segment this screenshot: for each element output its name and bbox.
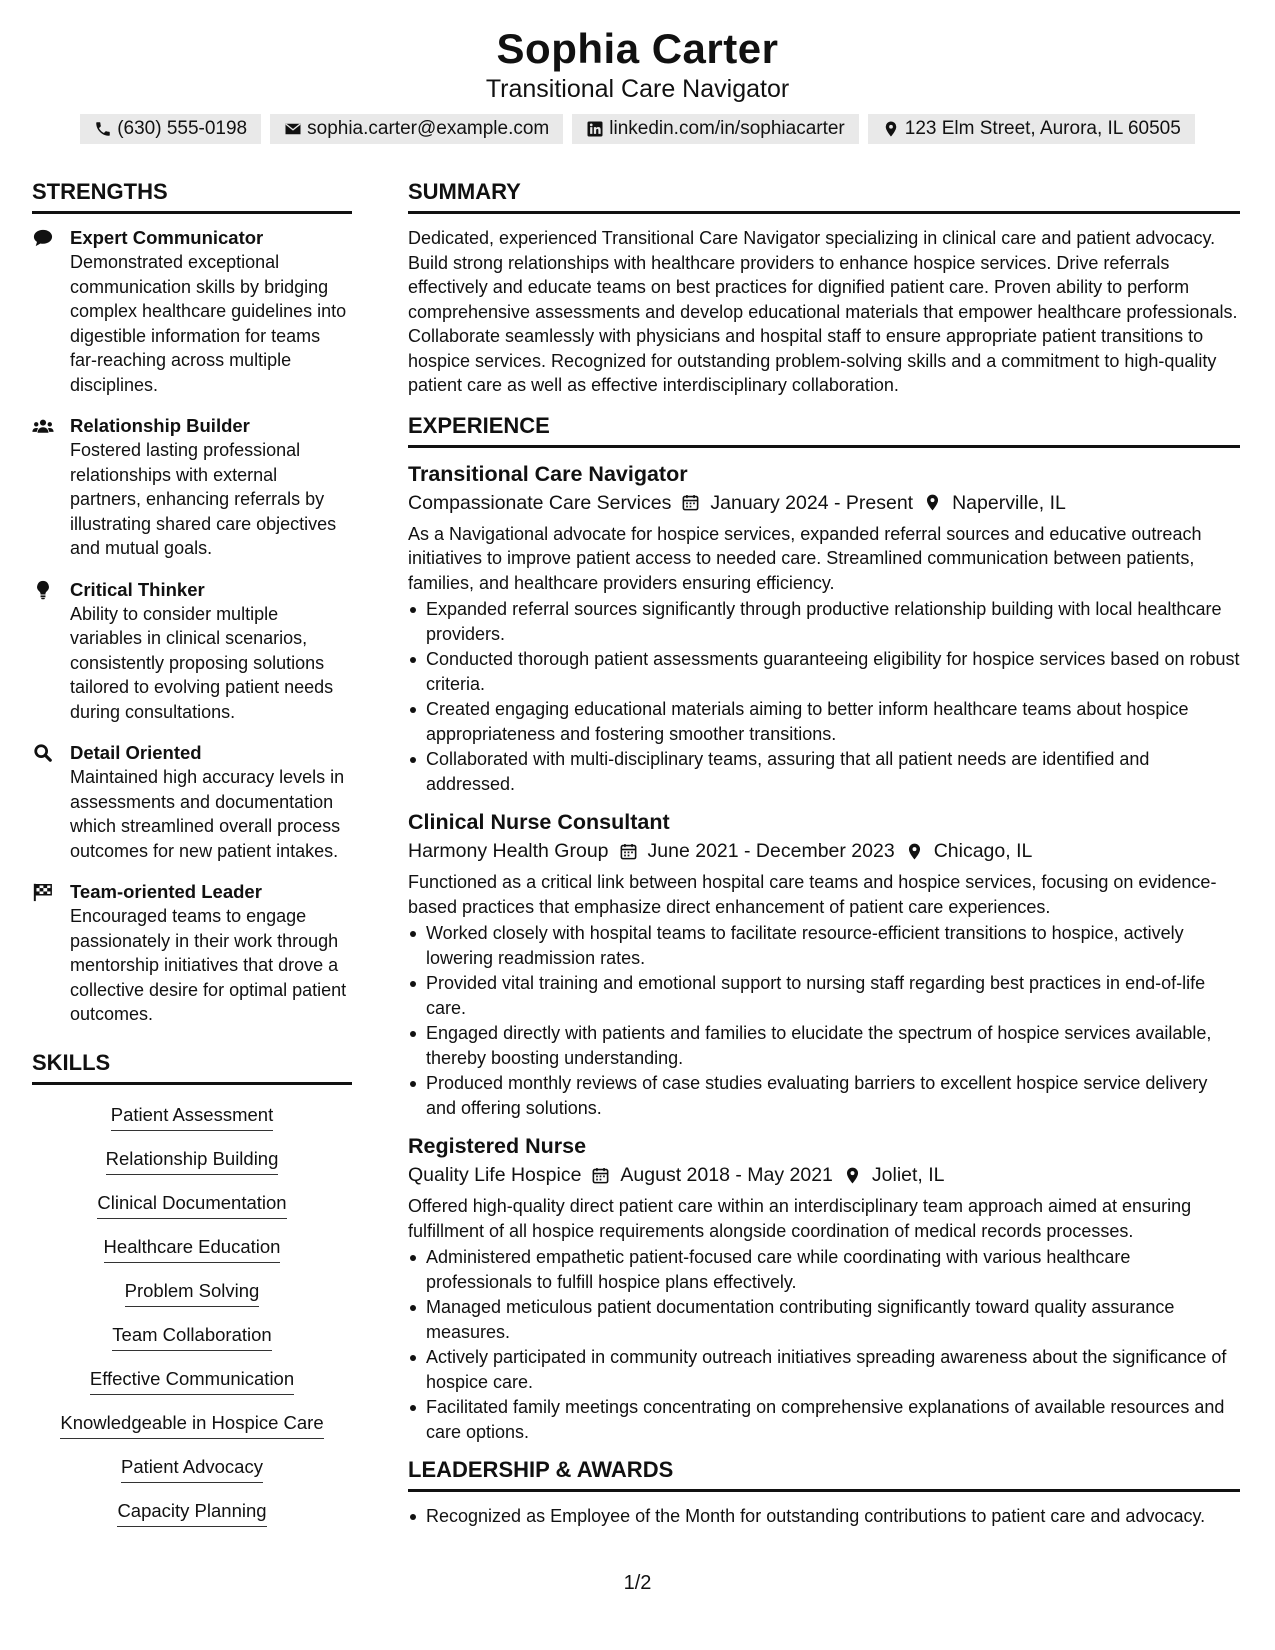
summary-heading: SUMMARY [408, 178, 1240, 214]
checkered-flag-icon [32, 882, 54, 902]
strength-item [32, 226, 352, 397]
skill-item: Patient Assessment [111, 1103, 273, 1131]
job-company: Harmony Health Group [408, 840, 609, 862]
page-number: 1/2 [623, 1572, 652, 1594]
strength-description: Ability to consider multiple variables in clinical scenarios, consistently proposing solutions tailored to evolving patient needs during consultations. [70, 603, 334, 722]
bullet-item: Administered empathetic patient-focused care while coordinating with various healthcare professionals to fulfill hospice plans effectively. [426, 1245, 1240, 1294]
phone-icon [94, 120, 112, 138]
job-meta [408, 836, 1240, 866]
skill-item: Clinical Documentation [97, 1191, 286, 1219]
candidate-name: Sophia Carter [496, 25, 779, 72]
bullet-item: Provided vital training and emotional support to nursing staff regarding best practices in end-of-life care. [426, 971, 1240, 1020]
skill-item: Team Collaboration [112, 1323, 271, 1351]
email-text: sophia.carter@example.com [307, 118, 550, 139]
skills-heading: SKILLS [32, 1049, 352, 1085]
contact-email[interactable] [270, 114, 563, 144]
job-entry [408, 808, 1240, 1120]
bullet-item: Facilitated family meetings concentrating on comprehensive explanations of available resources and care options. [426, 1395, 1240, 1444]
search-icon [32, 743, 54, 763]
people-group-icon [32, 416, 54, 436]
skills-list [32, 1097, 352, 1537]
job-description: Offered high-quality direct patient care within an interdisciplinary team approach aimed at ensuring fulfillment of all hospice requirements alongside coordination of medical records processes. [408, 1196, 1192, 1241]
job-meta [408, 488, 1240, 518]
strength-name: Critical Thinker [70, 578, 205, 600]
bullet-item: Managed meticulous patient documentation contributing significantly toward quality assurance measures. [426, 1295, 1240, 1344]
contact-phone[interactable] [80, 114, 261, 144]
speech-bubble-icon [32, 228, 54, 248]
job-title: Registered Nurse [408, 1134, 587, 1158]
skill-item: Healthcare Education [104, 1235, 281, 1263]
calendar-icon [681, 493, 700, 512]
job-title: Clinical Nurse Consultant [408, 810, 670, 834]
strength-description: Demonstrated exceptional communication skills by bridging complex healthcare guidelines into digestible information for teams far-reaching across multiple disciplines. [70, 252, 347, 395]
job-location: Joliet, IL [871, 1164, 945, 1186]
bullet-item: Engaged directly with patients and families to elucidate the spectrum of hospice services available, thereby boosting understanding. [426, 1021, 1240, 1070]
bullet-item: Created engaging educational materials aiming to better inform healthcare teams about hospice appropriateness and fostering smoother transitions. [426, 697, 1240, 746]
bullet-item: Produced monthly reviews of case studies evaluating barriers to excellent hospice service delivery and offering solutions. [426, 1071, 1240, 1120]
job-dates: June 2021 - December 2023 [647, 840, 895, 862]
bullet-item: Actively participated in community outreach initiatives spreading awareness about the significance of hospice care. [426, 1345, 1240, 1394]
job-company: Quality Life Hospice [408, 1164, 582, 1186]
experience-heading: EXPERIENCE [408, 412, 1240, 448]
job-company: Compassionate Care Services [408, 491, 672, 514]
job-bullets [408, 597, 1240, 796]
strength-name: Relationship Builder [70, 415, 250, 436]
bullet-item: Worked closely with hospital teams to facilitate resource-efficient transitions to hospice, actively lowering readmission rates. [426, 921, 1240, 970]
summary-text: Dedicated, experienced Transitional Care Navigator specializing in clinical care and patient advocacy. Build strong relationships with healthcare providers to enhance hospice services. Drive referrals effectively and educate teams on best practices for dignified patient care. Proven ability to perform comprehensive assessments and develop educational materials that empower healthcare professionals. Collaborate seamlessly with physicians and hospital staff to ensure appropriate patient transitions to hospice services. Recognized for outstanding problem-solving skills and a commitment to high-quality patient care as well as effective interdisciplinary collaboration. [408, 228, 1238, 395]
strength-name: Team-oriented Leader [70, 881, 262, 902]
job-bullets [408, 921, 1240, 1120]
linkedin-icon [586, 120, 604, 138]
skill-item: Relationship Building [106, 1147, 279, 1175]
right-column [408, 178, 1240, 1530]
left-column [32, 178, 352, 1537]
address-text: 123 Elm Street, Aurora, IL 60505 [904, 118, 1181, 139]
lightbulb-icon [32, 580, 54, 600]
strength-description: Encouraged teams to engage passionately in their work through mentorship initiatives that drove a collective desire for optimal patient outcomes. [70, 906, 347, 1024]
strength-item [32, 880, 352, 1027]
strength-name: Detail Oriented [70, 742, 202, 763]
strength-item [32, 578, 352, 725]
resume-header [0, 22, 1275, 104]
leadership-heading: LEADERSHIP & AWARDS [408, 1456, 1240, 1492]
strength-item [32, 414, 352, 561]
strength-description: Fostered lasting professional relationships with external partners, enhancing referrals by illustrating shared care objectives and mutual goals. [70, 440, 337, 558]
leadership-list [408, 1504, 1240, 1529]
job-entry [408, 1132, 1240, 1444]
phone-text: (630) 555-0198 [117, 118, 248, 139]
contact-bar [0, 114, 1275, 144]
map-pin-icon [923, 493, 942, 512]
job-dates: August 2018 - May 2021 [620, 1164, 833, 1186]
strength-name: Expert Communicator [70, 227, 264, 248]
candidate-title: Transitional Care Navigator [485, 75, 790, 103]
job-description: As a Navigational advocate for hospice services, expanded referral sources and educative outreach initiatives to improve patient access to needed care. Streamlined communication between patients, families, and healthcare providers ensuring efficiency. [408, 523, 1202, 593]
bullet-item: Expanded referral sources significantly through productive relationship building with local healthcare providers. [426, 597, 1240, 646]
job-title: Transitional Care Navigator [408, 461, 688, 486]
job-bullets [408, 1245, 1240, 1444]
map-pin-icon [882, 120, 900, 138]
job-location: Chicago, IL [933, 840, 1033, 862]
job-dates: January 2024 - Present [710, 491, 914, 514]
job-description: Functioned as a critical link between hospital care teams and hospice services, focusing on evidence-based practices that emphasize direct enhancement of patient care experiences. [408, 872, 1217, 917]
skill-item: Effective Communication [90, 1367, 294, 1395]
linkedin-text: linkedin.com/in/sophiacarter [609, 118, 845, 139]
contact-address[interactable] [868, 114, 1195, 144]
bullet-item: Recognized as Employee of the Month for outstanding contributions to patient care and advocacy. [426, 1504, 1240, 1529]
skill-item: Knowledgeable in Hospice Care [60, 1411, 323, 1439]
bullet-item: Collaborated with multi-disciplinary teams, assuring that all patient needs are identified and addressed. [426, 747, 1240, 796]
email-icon [284, 120, 302, 138]
calendar-icon [591, 1166, 610, 1185]
strength-description: Maintained high accuracy levels in assessments and documentation which streamlined overall process outcomes for new patient intakes. [70, 767, 345, 861]
bullet-item: Conducted thorough patient assessments guaranteeing eligibility for hospice services based on robust criteria. [426, 647, 1240, 696]
skill-item: Patient Advocacy [121, 1455, 263, 1483]
calendar-icon [619, 842, 638, 861]
map-pin-icon [843, 1166, 862, 1185]
strength-item [32, 741, 352, 863]
job-meta [408, 1160, 1240, 1190]
job-entry [408, 460, 1240, 797]
skill-item: Capacity Planning [117, 1499, 266, 1527]
contact-linkedin[interactable] [572, 114, 859, 144]
job-location: Naperville, IL [952, 491, 1066, 514]
map-pin-icon [905, 842, 924, 861]
strengths-heading: STRENGTHS [32, 178, 352, 214]
skill-item: Problem Solving [125, 1279, 260, 1307]
